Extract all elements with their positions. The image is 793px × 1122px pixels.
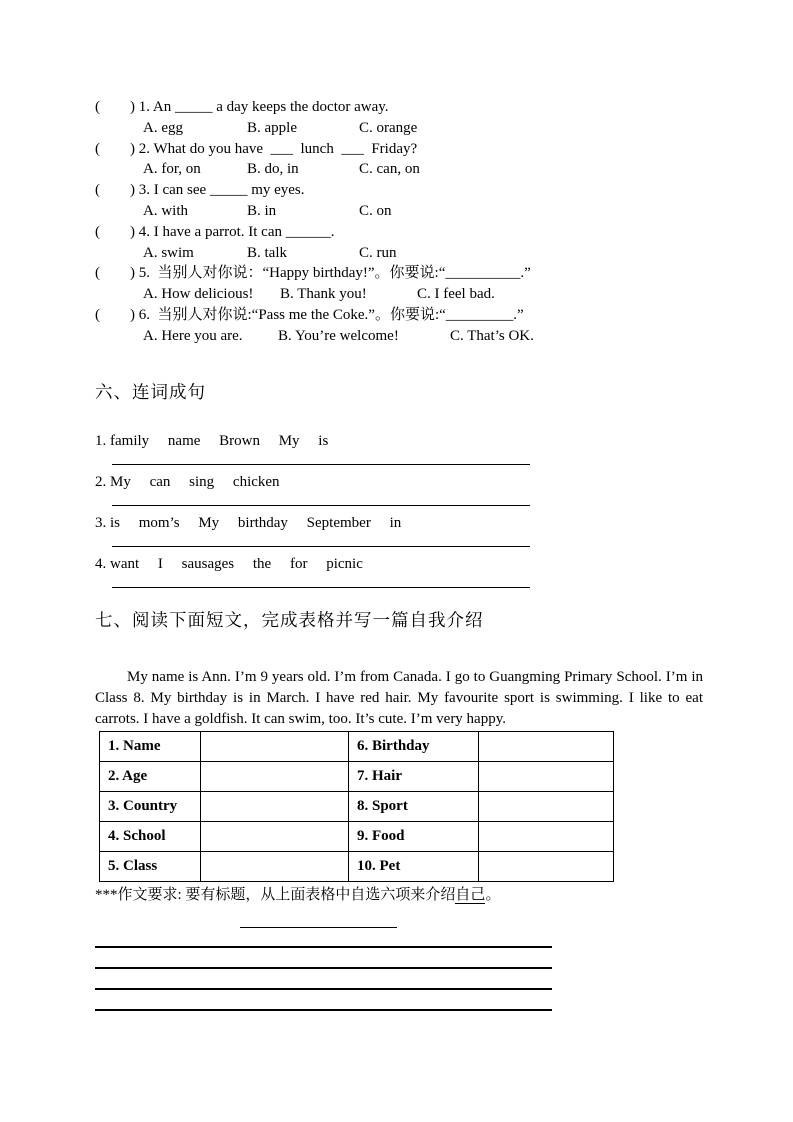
question-stem: ( ) 1. An _____ a day keeps the doctor away. bbox=[95, 99, 389, 115]
word-scramble-words: 1. family name Brown My is bbox=[95, 432, 329, 449]
question-options bbox=[95, 118, 707, 139]
section-7-title: 七、阅读下面短文，完成表格并写一篇自我介绍 bbox=[95, 609, 484, 630]
mcq-question bbox=[95, 263, 707, 305]
question-options bbox=[95, 284, 707, 305]
essay-title-line bbox=[240, 927, 397, 928]
question-stem: ( ) 3. I can see _____ my eyes. bbox=[95, 182, 305, 199]
table-label-cell: 6. Birthday bbox=[349, 731, 479, 761]
table-value-cell bbox=[201, 761, 349, 791]
option-c: C. I feel bad. bbox=[417, 286, 495, 303]
writing-line bbox=[95, 967, 552, 969]
writing-line bbox=[95, 988, 552, 990]
table-value-cell bbox=[479, 851, 614, 881]
question-options bbox=[95, 243, 707, 264]
mcq-question bbox=[95, 180, 707, 222]
option-c: C. run bbox=[359, 244, 397, 261]
table-label-cell: 1. Name bbox=[100, 731, 201, 761]
question-options bbox=[95, 201, 707, 222]
word-scramble-words: 3. is mom’s My birthday September in bbox=[95, 514, 402, 531]
answer-line bbox=[112, 546, 530, 547]
word-scramble-words: 4. want I sausages the for picnic bbox=[95, 555, 363, 572]
table-value-cell bbox=[479, 731, 614, 761]
essay-note-suffix: 。 bbox=[485, 886, 501, 903]
option-a: A. egg bbox=[143, 119, 183, 136]
table-row bbox=[100, 851, 614, 881]
option-b: B. You’re welcome! bbox=[278, 327, 399, 344]
table-row bbox=[100, 761, 614, 791]
word-scramble-item bbox=[95, 472, 707, 506]
option-b: B. Thank you! bbox=[280, 286, 367, 303]
question-options bbox=[95, 326, 707, 347]
table-label-cell: 9. Food bbox=[349, 821, 479, 851]
writing-line bbox=[95, 1009, 552, 1011]
table-value-cell bbox=[479, 791, 614, 821]
question-stem: ( ) 2. What do you have ___ lunch ___ Friday? bbox=[95, 140, 418, 157]
question-stem: ( ) 5. 当别人对你说：“Happy birthday!”。你要说:“__________.” bbox=[95, 265, 531, 282]
essay-writing-area bbox=[95, 946, 707, 1011]
mcq-question bbox=[95, 97, 707, 139]
table-label-cell: 2. Age bbox=[100, 761, 201, 791]
option-a: A. swim bbox=[143, 244, 194, 261]
answer-line bbox=[112, 587, 530, 588]
option-a: A. Here you are. bbox=[143, 327, 243, 344]
info-table bbox=[99, 731, 614, 882]
reading-passage: My name is Ann. I’m 9 years old. I’m from Canada. I go to Guangming Primary School. I’m in Class 8. My birthday is in March. I have red hair. My favourite sport is swimming. I like to eat carrots. I have a goldfish. It can swim, too. It’s cute. I’m very happy. bbox=[95, 668, 703, 727]
table-label-cell: 8. Sport bbox=[349, 791, 479, 821]
essay-note-text: ***作文要求: 要有标题，从上面表格中自选六项来介绍 bbox=[95, 886, 456, 903]
word-scramble-item bbox=[95, 513, 707, 547]
table-value-cell bbox=[201, 821, 349, 851]
option-b: B. apple bbox=[247, 119, 297, 136]
option-b: B. in bbox=[247, 202, 277, 219]
answer-line bbox=[112, 464, 530, 465]
table-label-cell: 4. School bbox=[100, 821, 201, 851]
table-label-cell: 3. Country bbox=[100, 791, 201, 821]
mcq-question bbox=[95, 139, 707, 181]
writing-line bbox=[95, 946, 552, 948]
answer-line bbox=[112, 505, 530, 506]
option-c: C. on bbox=[359, 202, 392, 219]
section-6-title: 六、连词成句 bbox=[95, 381, 206, 402]
word-scramble-item bbox=[95, 554, 707, 588]
table-value-cell bbox=[201, 731, 349, 761]
table-label-cell: 5. Class bbox=[100, 851, 201, 881]
option-a: A. with bbox=[143, 202, 188, 219]
option-c: C. orange bbox=[359, 119, 418, 136]
option-b: B. do, in bbox=[247, 161, 299, 178]
option-b: B. talk bbox=[247, 244, 287, 261]
word-scramble-words: 2. My can sing chicken bbox=[95, 473, 280, 490]
table-row bbox=[100, 821, 614, 851]
question-options bbox=[95, 159, 707, 180]
word-scramble-item bbox=[95, 431, 707, 465]
word-scramble-section bbox=[95, 431, 707, 588]
table-value-cell bbox=[479, 761, 614, 791]
option-a: A. for, on bbox=[143, 161, 201, 178]
mcq-question bbox=[95, 222, 707, 264]
question-stem: ( ) 4. I have a parrot. It can ______. bbox=[95, 223, 335, 240]
essay-note bbox=[95, 885, 707, 906]
table-label-cell: 10. Pet bbox=[349, 851, 479, 881]
mcq-question bbox=[95, 305, 707, 347]
multiple-choice-section bbox=[95, 97, 707, 347]
question-stem: ( ) 6. 当别人对你说:“Pass me the Coke.”。你要说:“_________.” bbox=[95, 306, 524, 323]
essay-note-underlined: 自己 bbox=[455, 886, 486, 903]
table-value-cell bbox=[201, 791, 349, 821]
option-a: A. How delicious! bbox=[143, 286, 254, 303]
table-label-cell: 7. Hair bbox=[349, 761, 479, 791]
table-row bbox=[100, 731, 614, 761]
option-c: C. can, on bbox=[359, 161, 420, 178]
worksheet-content bbox=[95, 97, 707, 1011]
table-value-cell bbox=[201, 851, 349, 881]
table-value-cell bbox=[479, 821, 614, 851]
table-row bbox=[100, 791, 614, 821]
option-c: C. That’s OK. bbox=[450, 327, 534, 344]
